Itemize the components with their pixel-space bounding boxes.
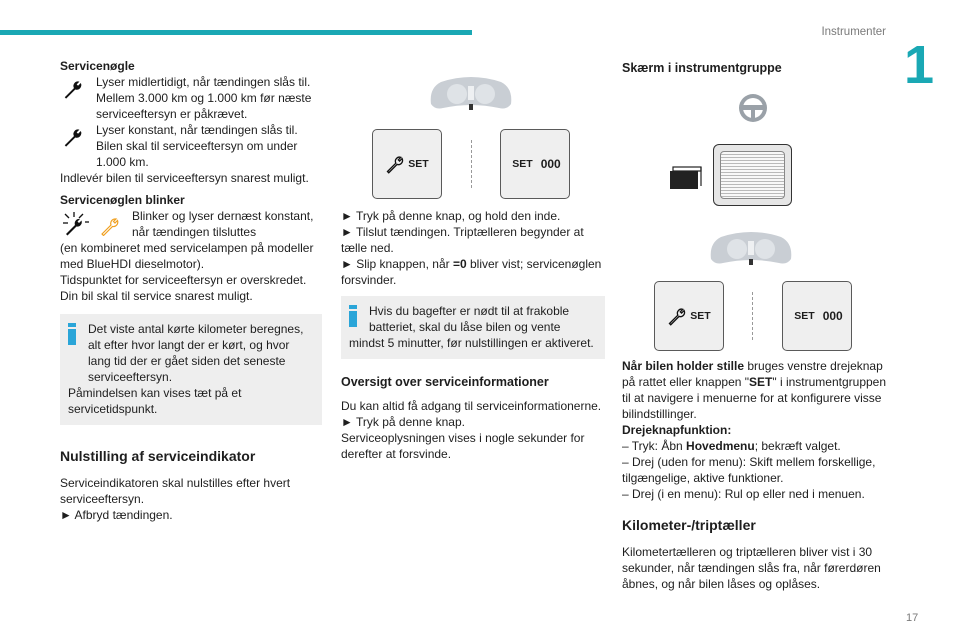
step-1: ► Tryk på denne knap, og hold den inde. <box>341 209 561 223</box>
set-button-right-2[interactable] <box>782 281 852 351</box>
info-box-battery <box>341 296 605 359</box>
info-text-2: Påmindelsen kan vises tæt på et servicetidspunkt. <box>68 386 242 416</box>
step-2: ► Tilslut tændingen. Triptælleren begynder at tælle ned. <box>341 225 584 255</box>
column-right <box>622 58 890 84</box>
section-title-cluster-screen: Skærm i instrumentgruppe <box>622 61 782 75</box>
service-key-item-temporary <box>60 74 322 122</box>
set-label: SET <box>690 310 711 322</box>
step-3: ► Slip knappen, når =0 bliver vist; servicenøglen forsvinder. <box>341 257 602 287</box>
odometer-value: 000 <box>540 157 561 171</box>
info-battery-text-2: mindst 5 minutter, før nulstillingen er aktiveret. <box>349 336 594 350</box>
blinking-key-item <box>60 208 322 240</box>
reset-text: Serviceindikatoren skal nulstilles efter hvert serviceeftersyn. <box>60 476 291 506</box>
instrument-cluster-icon <box>705 229 797 269</box>
column-middle <box>341 208 605 462</box>
blinking-key-text: Blinker og lyser dernæst konstant, når tændingen tilsluttes <box>132 209 314 239</box>
info-icon <box>349 305 357 327</box>
service-key-item-constant <box>60 122 322 170</box>
divider <box>471 140 472 188</box>
thumbwheel-control[interactable] <box>713 144 792 206</box>
section-title-reset: Nulstilling af serviceindikator <box>60 448 256 464</box>
wrench-icon <box>60 74 96 104</box>
set-label: SET <box>408 158 429 170</box>
set-button-left[interactable] <box>372 129 442 199</box>
thumbwheel-function-3: – Drej (i en menu): Rul op eller ned i menuen. <box>622 487 865 501</box>
set-button-left-2[interactable] <box>654 281 724 351</box>
section-title-key-blinking: Servicenøglen blinker <box>60 193 185 207</box>
section-title-odometer: Kilometer-/triptæller <box>622 517 756 533</box>
wrench-icon <box>60 122 96 152</box>
info-battery-text-1: Hvis du bagefter er nødt til at frakoble batteriet, skal du låse bilen og vente <box>369 304 570 334</box>
set-label: SET <box>512 158 533 170</box>
blinking-key-text-2: (en kombineret med servicelampen på modeller med BlueHDI dieselmotor). <box>60 241 314 271</box>
section-title-service-key: Servicenøgle <box>60 59 135 73</box>
thumbwheel-function-2: – Drej (uden for menu): Skift mellem forskellige, tilgængelige, aktive funktioner. <box>622 455 876 485</box>
service-key-text-2: Lyser konstant, når tændingen slås til. Bilen skal til serviceeftersyn om under 1.000 km. <box>96 123 298 169</box>
page-number: 17 <box>906 612 919 624</box>
instrument-cluster-icon <box>425 74 517 114</box>
set-label: SET <box>794 310 815 322</box>
header-accent-bar <box>0 30 472 35</box>
reset-step: ► Afbryd tændingen. <box>60 508 173 522</box>
info-text-1: Det viste antal kørte kilometer beregnes, alt efter hvor langt der er kørt, og hvor lang tid der er gået siden det seneste serviceeftersyn. <box>88 322 304 384</box>
section-title-service-overview: Oversigt over serviceinformationer <box>341 375 549 389</box>
steering-wheel-icon <box>735 92 771 124</box>
service-key-note: Indlevér bilen til serviceeftersyn snarest muligt. <box>60 171 309 185</box>
set-button-right[interactable] <box>500 129 570 199</box>
chapter-number: 1 <box>904 35 935 95</box>
info-box-mileage <box>60 314 322 425</box>
wrench-icon <box>385 154 405 174</box>
switch-icon <box>670 166 704 190</box>
thumbwheel-function-1: – Tryk: Åbn Hovedmenu; bekræft valget. <box>622 439 841 453</box>
overview-text-1: Du kan altid få adgang til serviceinformationerne. <box>341 399 602 413</box>
blinking-wrench-icon <box>60 208 132 238</box>
page-section-title: Instrumenter <box>821 26 886 38</box>
odometer-value: 000 <box>822 309 843 323</box>
blinking-key-note: Tidspunktet for serviceeftersyn er overskredet. Din bil skal til service snarest muligt. <box>60 273 307 303</box>
column-left <box>60 58 322 523</box>
overview-text-2: Serviceoplysningen vises i nogle sekunder for derefter at forsvinde. <box>341 431 585 461</box>
odometer-text: Kilometertælleren og triptælleren bliver vist i 30 sekunder, når tændingen slås fra, når førerdøren åbnes, og når bilen låses og oplåses. <box>622 545 881 591</box>
navigation-text: Når bilen holder stille bruges venstre drejeknap på rattet eller knappen "SET" i instrumentgruppen til at navigere i menuerne for at konfigurere visse bilindstillinger. <box>622 359 887 421</box>
overview-step: ► Tryk på denne knap. <box>341 415 465 429</box>
divider <box>752 292 753 340</box>
wrench-icon <box>667 306 687 326</box>
column-right-text <box>622 358 890 592</box>
info-icon <box>68 323 76 345</box>
thumbwheel-function-title: Drejeknapfunktion: <box>622 423 732 437</box>
service-key-text-1: Lyser midlertidigt, når tændingen slås til. Mellem 3.000 km og 1.000 km før næste serviceeftersyn er påkrævet. <box>96 75 312 121</box>
